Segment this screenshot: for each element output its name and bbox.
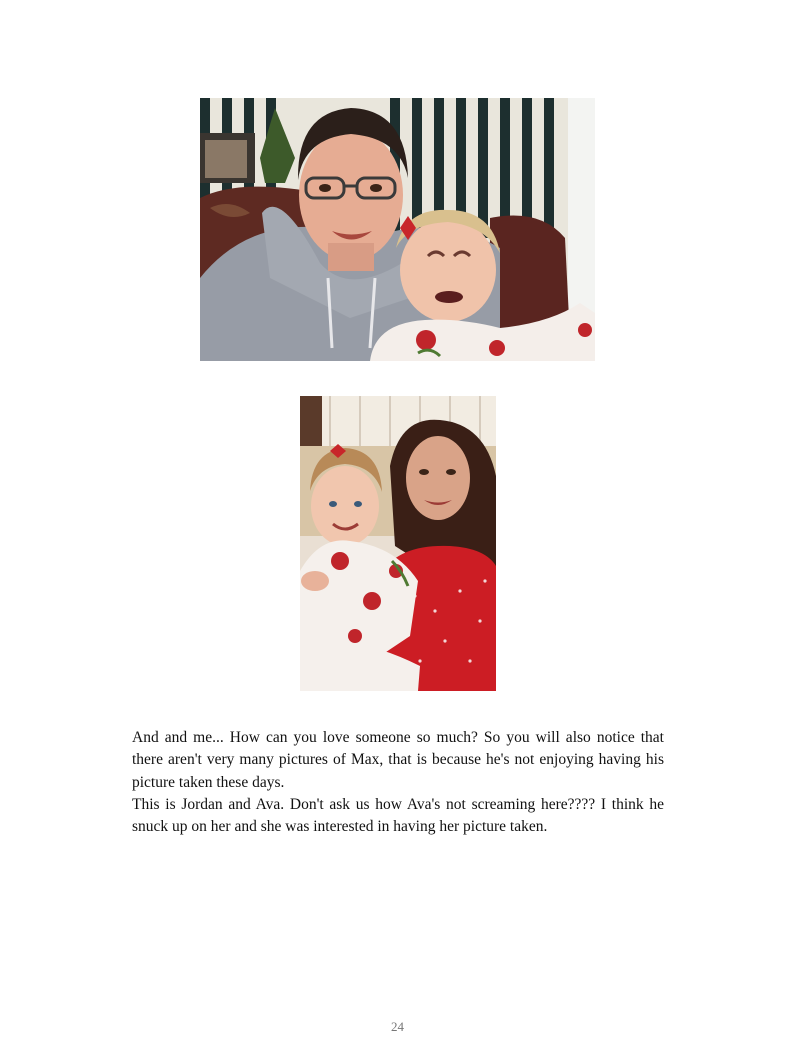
body-text xyxy=(132,727,664,838)
paragraph-1: And and me... How can you love someone so much? So you will also notice that there aren't very many pictures of Max, that is because he's not enjoying having his picture taken these days. xyxy=(132,729,664,791)
paragraph-2: This is Jordan and Ava. Don't ask us how Ava's not screaming here???? I think he snuck up on her and she was interested in having her picture taken. xyxy=(132,795,664,836)
photo-woman-with-smiling-baby-image xyxy=(300,396,496,691)
photo-man-with-crying-baby-image xyxy=(200,98,595,361)
photo-woman-with-smiling-baby xyxy=(300,396,496,691)
page-number: 24 xyxy=(391,1019,404,1034)
photo-man-with-crying-baby xyxy=(200,98,595,361)
